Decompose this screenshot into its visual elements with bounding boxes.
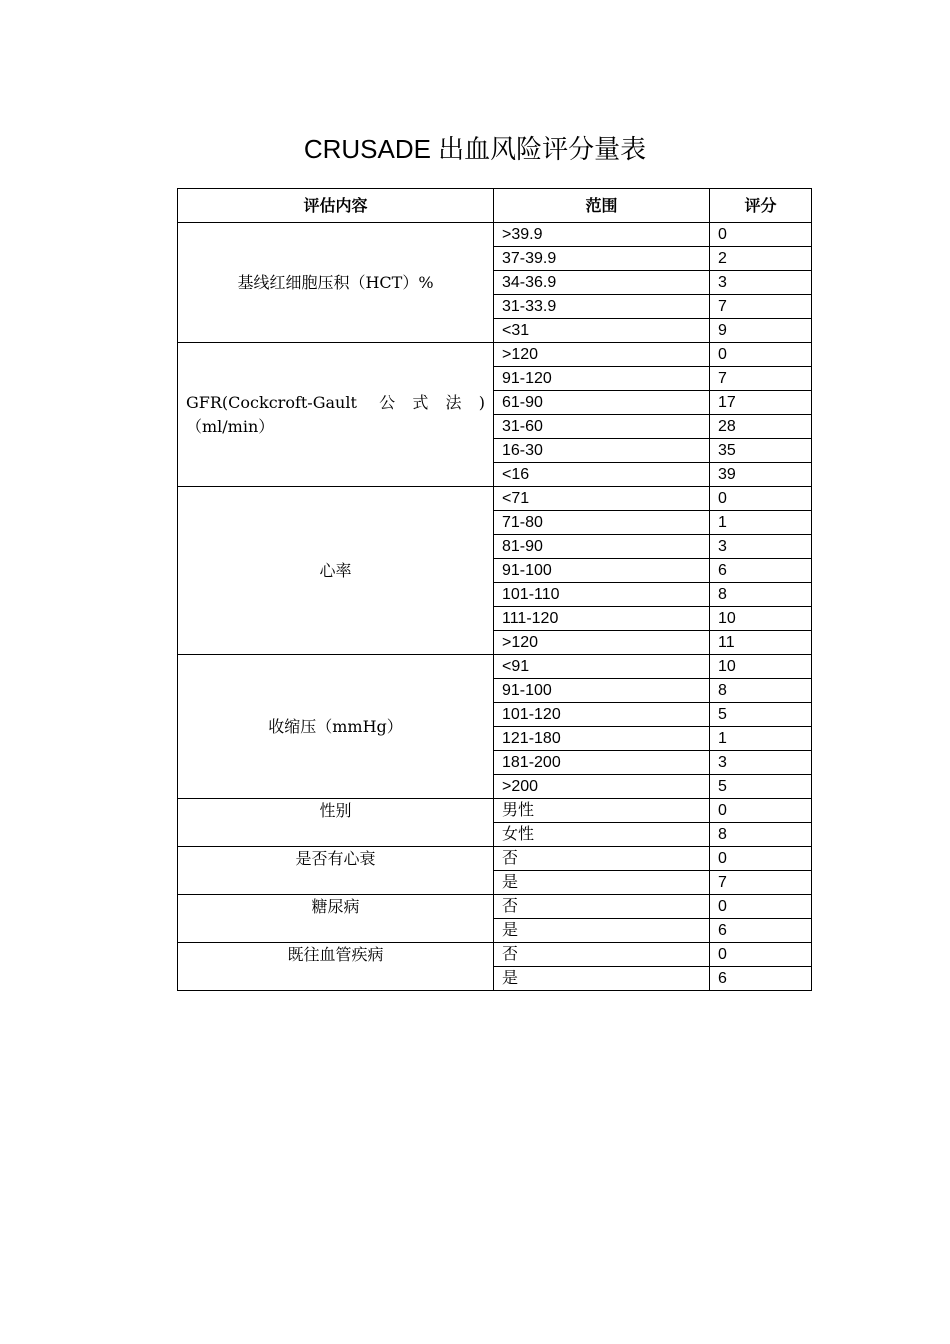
score-cell: 11 xyxy=(710,631,812,655)
score-cell: 3 xyxy=(710,271,812,295)
table-body xyxy=(178,223,812,991)
group-gfr: GFR(Cockcroft-Gault 公式法)（ml/min） xyxy=(178,343,494,487)
range-cell: 91-100 xyxy=(494,679,710,703)
score-cell: 3 xyxy=(710,535,812,559)
range-cell: >39.9 xyxy=(494,223,710,247)
score-cell: 0 xyxy=(710,895,812,919)
table-row xyxy=(178,943,812,967)
score-cell: 0 xyxy=(710,487,812,511)
score-cell: 6 xyxy=(710,559,812,583)
score-cell: 0 xyxy=(710,943,812,967)
table-header-row xyxy=(178,189,812,223)
score-cell: 8 xyxy=(710,823,812,847)
header-range: 范围 xyxy=(494,189,710,223)
range-cell: 31-33.9 xyxy=(494,295,710,319)
range-cell: <71 xyxy=(494,487,710,511)
score-cell: 28 xyxy=(710,415,812,439)
range-cell: 31-60 xyxy=(494,415,710,439)
table-row xyxy=(178,799,812,823)
range-cell: 是 xyxy=(494,919,710,943)
score-cell: 35 xyxy=(710,439,812,463)
crusade-score-table xyxy=(177,188,812,991)
table-row xyxy=(178,895,812,919)
table-row xyxy=(178,223,812,247)
range-cell: >120 xyxy=(494,631,710,655)
range-cell: 34-36.9 xyxy=(494,271,710,295)
range-cell: 101-120 xyxy=(494,703,710,727)
range-cell: 否 xyxy=(494,847,710,871)
page-title: CRUSADE 出血风险评分量表 xyxy=(303,134,647,164)
table-row xyxy=(178,847,812,871)
score-cell: 7 xyxy=(710,367,812,391)
score-cell: 6 xyxy=(710,967,812,991)
range-cell: 181-200 xyxy=(494,751,710,775)
range-cell: 否 xyxy=(494,943,710,967)
score-cell: 8 xyxy=(710,679,812,703)
range-cell: <91 xyxy=(494,655,710,679)
range-cell: <31 xyxy=(494,319,710,343)
score-cell: 5 xyxy=(710,775,812,799)
score-cell: 17 xyxy=(710,391,812,415)
range-cell: 91-120 xyxy=(494,367,710,391)
score-cell: 1 xyxy=(710,511,812,535)
group-hct: 基线红细胞压积（HCT）% xyxy=(178,223,494,343)
range-cell: 81-90 xyxy=(494,535,710,559)
table-row xyxy=(178,487,812,511)
range-cell: >120 xyxy=(494,343,710,367)
score-cell: 9 xyxy=(710,319,812,343)
score-cell: 10 xyxy=(710,607,812,631)
header-score: 评分 xyxy=(710,189,812,223)
score-cell: 1 xyxy=(710,727,812,751)
group-sex: 性别 xyxy=(178,799,494,847)
range-cell: 是 xyxy=(494,967,710,991)
group-systolic-bp: 收缩压（mmHg） xyxy=(178,655,494,799)
range-cell: 91-100 xyxy=(494,559,710,583)
score-cell: 0 xyxy=(710,223,812,247)
score-cell: 0 xyxy=(710,847,812,871)
table-row xyxy=(178,343,812,367)
score-cell: 7 xyxy=(710,871,812,895)
range-cell: 61-90 xyxy=(494,391,710,415)
range-cell: 111-120 xyxy=(494,607,710,631)
score-cell: 7 xyxy=(710,295,812,319)
score-cell: 0 xyxy=(710,799,812,823)
score-cell: 5 xyxy=(710,703,812,727)
score-cell: 0 xyxy=(710,343,812,367)
range-cell: <16 xyxy=(494,463,710,487)
range-cell: >200 xyxy=(494,775,710,799)
score-cell: 3 xyxy=(710,751,812,775)
score-cell: 2 xyxy=(710,247,812,271)
group-diabetes: 糖尿病 xyxy=(178,895,494,943)
range-cell: 121-180 xyxy=(494,727,710,751)
range-cell: 101-110 xyxy=(494,583,710,607)
score-cell: 10 xyxy=(710,655,812,679)
score-cell: 39 xyxy=(710,463,812,487)
group-heart-rate: 心率 xyxy=(178,487,494,655)
header-item: 评估内容 xyxy=(178,189,494,223)
table-row xyxy=(178,655,812,679)
range-cell: 是 xyxy=(494,871,710,895)
group-heart-failure: 是否有心衰 xyxy=(178,847,494,895)
range-cell: 男性 xyxy=(494,799,710,823)
range-cell: 否 xyxy=(494,895,710,919)
score-cell: 6 xyxy=(710,919,812,943)
range-cell: 女性 xyxy=(494,823,710,847)
range-cell: 16-30 xyxy=(494,439,710,463)
range-cell: 37-39.9 xyxy=(494,247,710,271)
score-cell: 8 xyxy=(710,583,812,607)
group-vascular-disease: 既往血管疾病 xyxy=(178,943,494,991)
range-cell: 71-80 xyxy=(494,511,710,535)
